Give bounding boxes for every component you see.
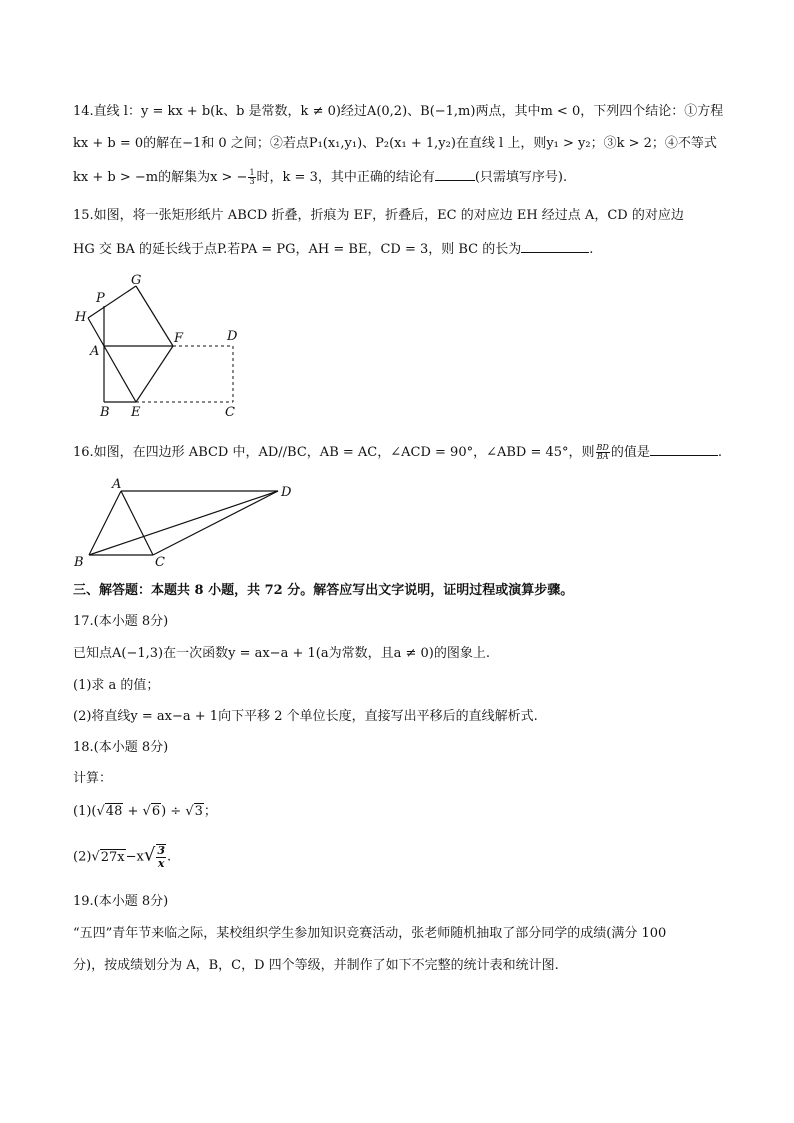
- q14-frac-num: 1: [249, 168, 255, 177]
- q14-line3: [73, 168, 567, 186]
- q19-line2: 分)，按成绩划分为 A，B，C，D 四个等级，并制作了如下不完整的统计表和统计图.: [73, 958, 559, 973]
- fig15-line-GF: [136, 286, 173, 346]
- q18-p2-fraction: [156, 844, 166, 870]
- q14-answer-blank[interactable]: [435, 168, 475, 181]
- fig15-line-EF: [136, 346, 173, 402]
- fig15-label-F: F: [174, 331, 184, 346]
- q14-line3-text-c: (只需填写序号).: [474, 170, 568, 185]
- q15-line1: 15.如图，将一张矩形纸片 ABCD 折叠，折痕为 EF，折叠后，EC 的对应边 EH 经过点 A，CD 的对应边: [73, 208, 684, 223]
- q15-line2-text: HG 交 BA 的延长线于点P.若PA = PG，AH = BE，CD = 3，则 BC 的长为: [73, 242, 522, 257]
- q18-p1-root3: 3: [194, 804, 203, 819]
- q16-frac-num: BD: [596, 443, 609, 452]
- q16-answer-blank[interactable]: [650, 443, 718, 456]
- q14-line3-text-b: 时，k = 3，其中正确的结论有: [256, 170, 435, 185]
- q16-line1-end: .: [717, 445, 722, 460]
- fig16-label-D: D: [281, 485, 292, 500]
- q17-head: 17.(本小题 8分): [73, 614, 169, 629]
- q18-p2-end: .: [166, 849, 172, 865]
- q15-line2: [73, 240, 593, 258]
- q18-p2-frac-den: x: [157, 857, 165, 870]
- fig15-label-G: G: [131, 273, 142, 288]
- q18-p2-root1: 27x: [100, 849, 125, 865]
- fig15-label-D: D: [227, 329, 238, 344]
- fig16-line-BD: [89, 491, 278, 555]
- q15-answer-blank[interactable]: [521, 240, 589, 253]
- q16-text-a: 16.如图，在四边形 ABCD 中，AD//BC，AB = AC，∠ACD = 90°，∠ABD = 45°，则: [73, 445, 595, 460]
- q14-fraction: [248, 169, 255, 186]
- q16-text-b: 的值是: [610, 445, 650, 460]
- q18-line1: 计算：: [73, 771, 113, 786]
- q18-p1-post: ) ÷: [161, 804, 186, 819]
- fig16-label-C: C: [155, 555, 165, 570]
- fig16-label-B: B: [74, 555, 84, 570]
- fig15-label-A: A: [90, 344, 100, 359]
- q17-part2: (2)将直线y = ax−a + 1向下平移 2 个单位长度，直接写出平移后的直线解析式.: [73, 709, 538, 724]
- fig15-label-H: H: [75, 310, 87, 325]
- q18-p1-root2: 6: [151, 804, 161, 819]
- q18-p1-pre: (1)(: [73, 804, 97, 819]
- q18-p2-frac-num: 3: [157, 844, 165, 857]
- fig15-label-B: B: [100, 405, 110, 420]
- section3-title: 三、解答题：本题共 8 小题，共 72 分。解答应写出文字说明，证明过程或演算步骤。: [73, 583, 574, 598]
- fig16-line-CD: [153, 491, 278, 555]
- q17-line1: 已知点A(−1,3)在一次函数y = ax−a + 1(a为常数，且a ≠ 0)的图象上.: [73, 646, 490, 661]
- q18-p2-pre: (2): [73, 849, 92, 865]
- fig16-line-AC: [121, 491, 153, 555]
- q15-line2-end: .: [589, 242, 594, 257]
- q16-frac-den: BA: [596, 452, 609, 461]
- q16-fraction: [596, 444, 610, 461]
- q18-p2-mid: −x: [125, 849, 144, 865]
- fig15-label-C: C: [225, 405, 235, 420]
- fig15-line-HG: [88, 286, 136, 318]
- q18-part1: (1)(√48 + √6) ÷ √3；: [73, 804, 217, 819]
- q16-line1: [73, 443, 722, 461]
- q14-frac-den: 3: [249, 177, 255, 186]
- q19-head: 19.(本小题 8分): [73, 894, 169, 909]
- q18-part2: (2)√27x−x√ $\frac{3}{x}$ .: [73, 844, 172, 870]
- q14-line3-text-a: kx + b > −m的解集为x > −: [73, 170, 248, 185]
- fig15-label-E: E: [131, 405, 141, 420]
- q18-p1-root1: 48: [105, 804, 123, 819]
- q18-p1-end: ；: [203, 804, 217, 819]
- q19-line1: “五四”青年节来临之际，某校组织学生参加知识竞赛活动，张老师随机抽取了部分同学的成绩(满分 100: [73, 926, 667, 941]
- q18-head: 18.(本小题 8分): [73, 740, 169, 755]
- fig16-line-AB: [89, 491, 121, 555]
- q14-line2: kx + b = 0的解在−1和 0 之间；②若点P₁(x₁,y₁)、P₂(x₁ + 1,y₂)在直线 l 上，则y₁ > y₂；③k > 2；④不等式: [73, 136, 717, 151]
- fig15-label-P: P: [96, 291, 105, 306]
- q18-p1-mid: +: [123, 804, 143, 819]
- fig16-label-A: A: [112, 477, 122, 492]
- q17-part1: (1)求 a 的值；: [73, 678, 160, 693]
- fig15-line-HE: [88, 318, 136, 402]
- q14-line1: 14.直线 l：y = kx + b(k、b 是常数，k ≠ 0)经过A(0,2)、B(−1,m)两点，其中m < 0，下列四个结论：①方程: [73, 104, 724, 119]
